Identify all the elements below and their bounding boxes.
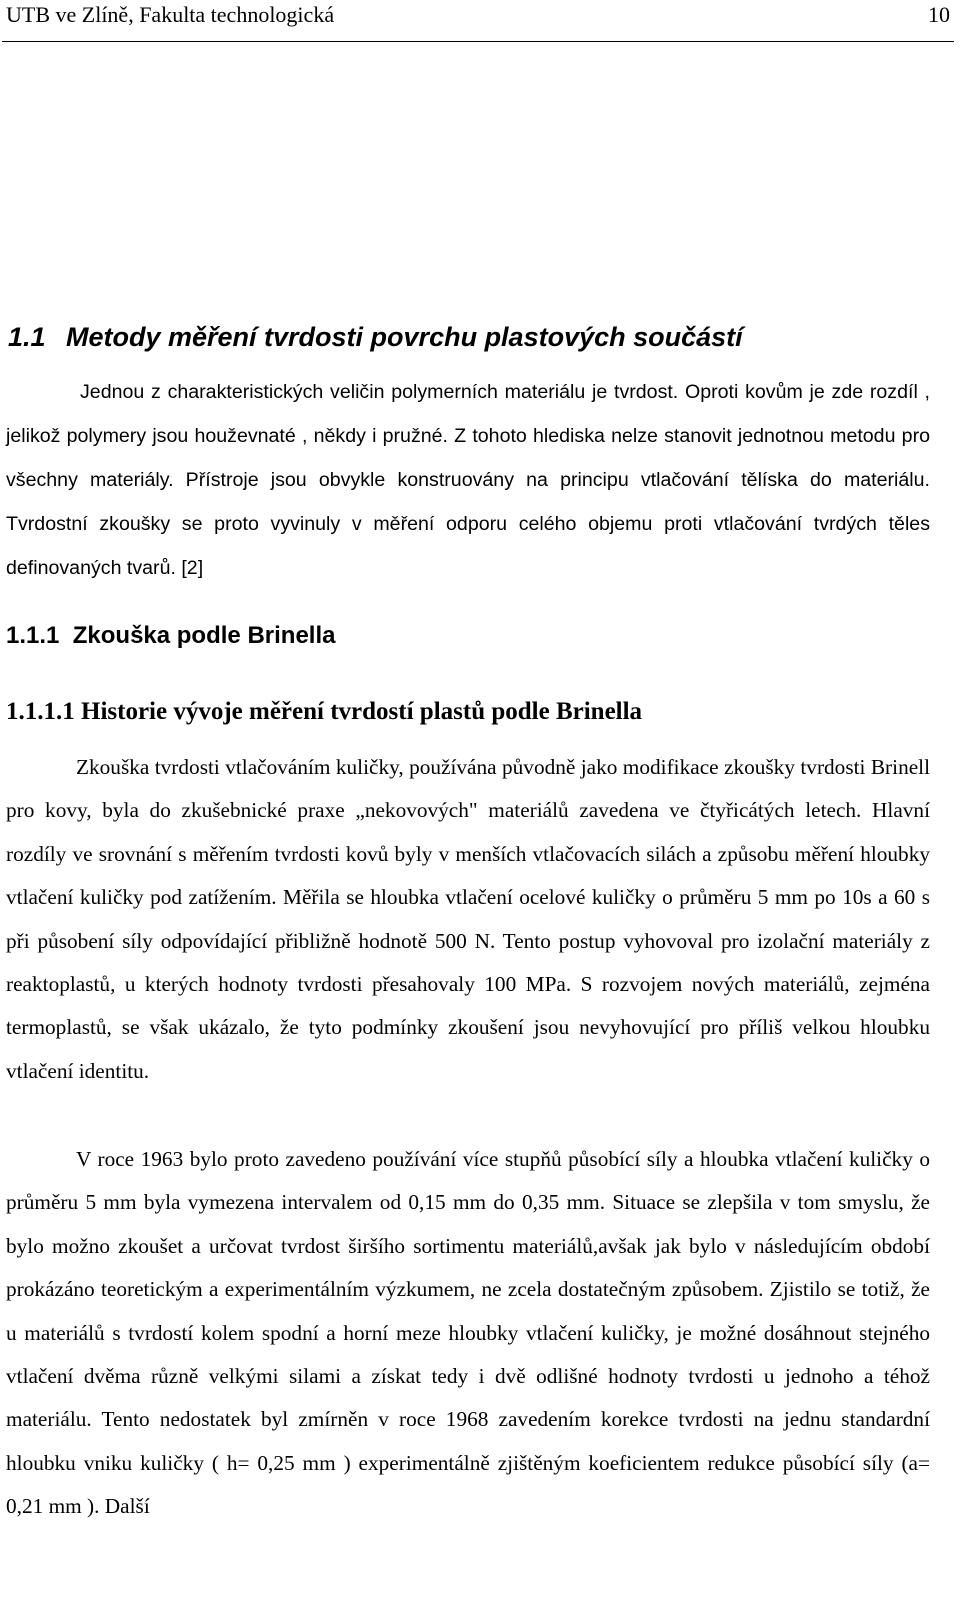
subsection-heading [6, 622, 335, 650]
subsection-title: Zkouška podle Brinella [72, 622, 336, 649]
section-number: 1.1 [8, 322, 46, 352]
header-title: UTB ve Zlíně, Fakulta technologická [6, 2, 335, 27]
body-paragraph: V roce 1963 bylo proto zavedeno používání více stupňů působící síly a hloubka vtlačení kuličky o průměru 5 mm byla vymezena intervalem od 0,15 mm do 0,35 mm. Situace se zlepšila v tom smyslu, že bylo možno zkoušet a určovat tvrdost širšího sortimentu materiálů,avšak jak bylo v následujícím období prokázáno teoretickým a experimentálním výzkumem, ne zcela dostatečným způsobem. Zjistilo se totiž, že u materiálů s tvrdostí kolem spodní a horní meze hloubky vtlačení kuličky, je možné dosáhnout stejného vtlačení dvěma různě velkými silami a získat tedy i dvě odlišné hodnoty tvrdosti u jednoho a téhož materiálu. Tento nedostatek byl zmírněn v roce 1968 zavedením korekce tvrdosti na jednu standardní hloubku vniku kuličky ( h= 0,25 mm ) experimentálně zjištěným koeficientem redukce působící síly (a= 0,21 mm ). Další [6, 1147, 930, 1519]
page-header [6, 2, 950, 32]
subsubsection-number: 1.1.1.1 [6, 698, 75, 725]
body-paragraph: Zkouška tvrdosti vtlačováním kuličky, používána původně jako modifikace zkoušky tvrdosti Brinell pro kovy, byla do zkušebnické praxe „nekovových" materiálů zavedena ve čtyřicátých letech. Hlavní rozdíly ve srovnání s měřením tvrdosti kovů byly v menších vtlačovacích silách a způsobu měření hloubky vtlačení kuličky pod zatížením. Měřila se hloubka vtlačení ocelové kuličky o průměru 5 mm po 10s a 60 s při působení síly odpovídající přibližně hodnotě 500 N. Tento postup vyhovoval pro izolační materiály z reaktoplastů, u kterých hodnoty tvrdosti přesahovaly 100 MPa. S rozvojem nových materiálů, zejména termoplastů, se však ukázalo, že tyto podmínky zkoušení jsou nevyhovující pro příliš velkou hloubku vtlačení identitu. [6, 755, 930, 1083]
section-heading [8, 322, 743, 353]
page-number: 10 [928, 2, 950, 27]
section-title: Metody měření tvrdosti povrchu plastových součástí [66, 322, 743, 352]
section-paragraph: Jednou z charakteristických veličin polymerních materiálu je tvrdost. Oproti kovům je zde rozdíl , jelikož polymery jsou houževnaté , někdy i pružné. Z tohoto hlediska nelze stanovit jednotnou metodu pro všechny materiály. Přístroje jsou obvykle konstruovány na principu vtlačování tělíska do materiálu. Tvrdostní zkoušky se proto vyvinuly v měření odporu celého objemu proti vtlačování tvrdých těles definovaných tvarů. [2] [6, 381, 930, 579]
subsubsection-heading [6, 698, 642, 726]
header-divider [2, 41, 954, 42]
subsubsection-title: Historie vývoje měření tvrdostí plastů podle Brinella [81, 698, 643, 725]
subsection-number: 1.1.1 [6, 622, 60, 649]
